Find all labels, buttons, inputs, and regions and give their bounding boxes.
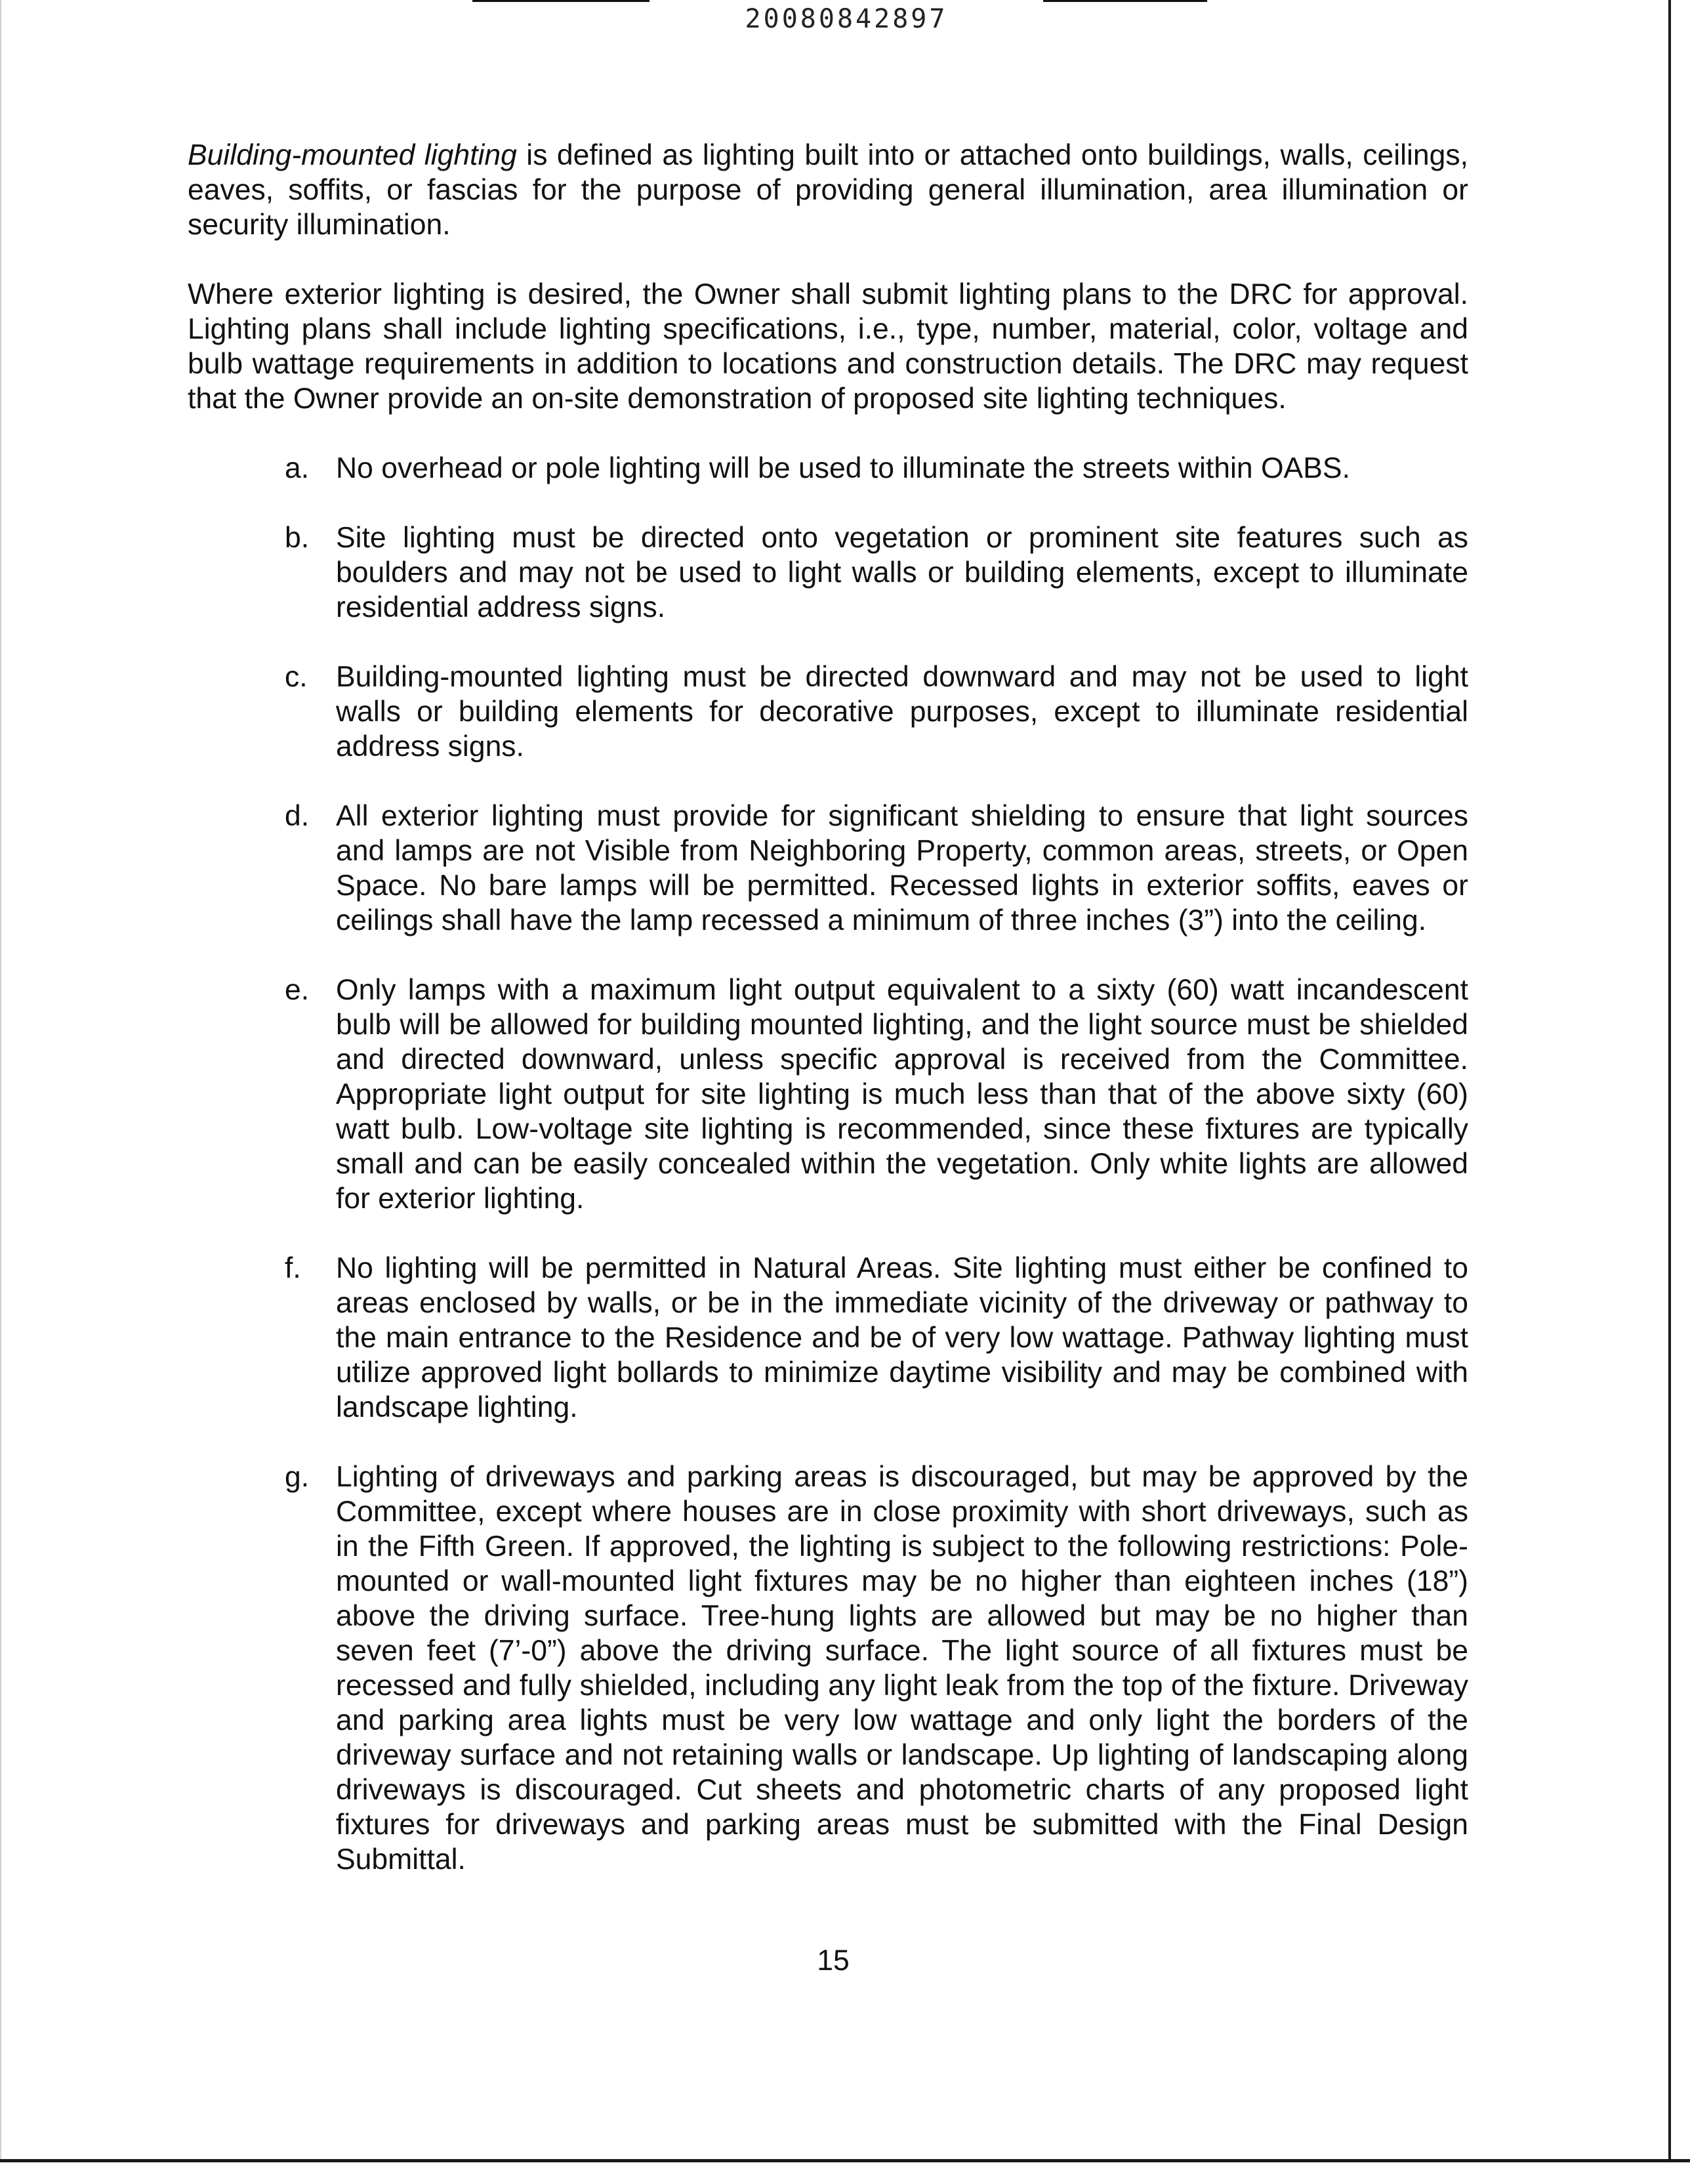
definition-text: is defined as lighting built into or attached onto buildings, walls, ceilings, eaves, soffits, or fascias for the purpose of providing general illumination, area illumination or security illumination. <box>188 139 1468 241</box>
list-item-g <box>188 1460 1468 1877</box>
list-item-a <box>188 451 1468 486</box>
list-item-text: No lighting will be permitted in Natural Areas. Site lighting must either be confined to areas enclosed by walls, or be in the immediate vicinity of the driveway or pathway to the main entrance to the Residence and be of very low wattage. Pathway lighting must utilize approved light bollards to minimize daytime visibility and may be combined with landscape lighting. <box>336 1252 1468 1423</box>
list-item-text: Site lighting must be directed onto vegetation or prominent site features such as boulders and may not be used to light walls or building elements, except to illuminate residential address signs. <box>336 522 1468 623</box>
header-rule-right <box>1043 0 1207 2</box>
page-number: 15 <box>817 1944 850 1977</box>
list-item-letter: a. <box>285 452 310 484</box>
list-item-e <box>188 973 1468 1216</box>
scan-left-edge <box>0 0 1 2159</box>
scan-right-edge <box>1668 0 1671 2159</box>
list-item-letter: e. <box>285 974 310 1006</box>
definition-paragraph <box>188 138 1468 242</box>
list-item-text: No overhead or pole lighting will be used to illuminate the streets within OABS. <box>336 452 1350 484</box>
list-item-text: Only lamps with a maximum light output equivalent to a sixty (60) watt incandescent bulb will be allowed for building mounted lighting, and the light source must be shielded and directed downward, unless specific approval is received from the Committee. Appropriate light output for site lighting is much less than that of the above sixty (60) watt bulb. Low-voltage site lighting is recommended, since these fixtures are typically small and can be easily concealed within the vegetation. Only white lights are allowed for exterior lighting. <box>336 974 1468 1215</box>
page-body <box>188 138 1468 1912</box>
intro-paragraph: Where exterior lighting is desired, the Owner shall submit lighting plans to the DRC for approval. Lighting plans shall include lighting specifications, i.e., type, number, material, color, voltage and bulb wattage requirements in addition to locations and construction details. The DRC may request that the Owner provide an on-site demonstration of proposed site lighting techniques. <box>188 278 1468 415</box>
list-item-letter: c. <box>285 661 308 693</box>
list-item-d <box>188 799 1468 938</box>
list-item-letter: f. <box>285 1252 301 1284</box>
list-item-letter: g. <box>285 1461 310 1493</box>
defined-term: Building-mounted lighting <box>188 139 517 171</box>
list-item-text: Lighting of driveways and parking areas is discouraged, but may be approved by the Committee, except where houses are in close proximity with short driveways, such as in the Fifth Green. If approved, the lighting is subject to the following restrictions: Pole-mounted or wall-mounted light fixtures may be no higher than eighteen inches (18”) above the driving surface. Tree-hung lights are allowed but may be no higher than seven feet (7’-0”) above the driving surface. The light source of all fixtures must be recessed and fully shielded, including any light leak from the top of the fixture. Driveway and parking area lights must be very low wattage and only light the borders of the driveway surface and not retaining walls or landscape. Up lighting of landscaping along driveways is discouraged. Cut sheets and photometric charts of any proposed light fixtures for driveways and parking areas must be submitted with the Final Design Submittal. <box>336 1461 1468 1876</box>
list-item-c <box>188 660 1468 764</box>
scan-bottom-edge <box>0 2159 1690 2162</box>
list-item-f <box>188 1251 1468 1425</box>
list-item-b <box>188 520 1468 625</box>
header-rule-left <box>472 0 649 2</box>
list-item-text: All exterior lighting must provide for significant shielding to ensure that light sources and lamps are not Visible from Neighboring Property, common areas, streets, or Open Space. No bare lamps will be permitted. Recessed lights in exterior soffits, eaves or ceilings shall have the lamp recessed a minimum of three inches (3”) into the ceiling. <box>336 800 1468 936</box>
list-item-text: Building-mounted lighting must be directed downward and may not be used to light walls or building elements for decorative purposes, except to illuminate residential address signs. <box>336 661 1468 763</box>
list-item-letter: d. <box>285 800 310 832</box>
list-item-letter: b. <box>285 522 310 554</box>
document-number: 20080842897 <box>745 4 948 34</box>
